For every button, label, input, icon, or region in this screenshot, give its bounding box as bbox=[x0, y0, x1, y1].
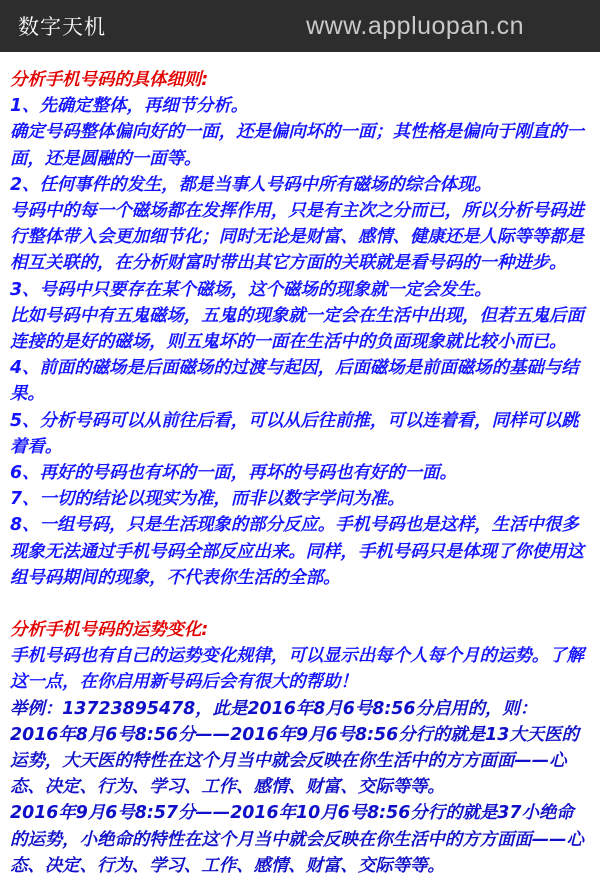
rule-item: 5、分析号码可以从前往后看，可以从后往前推，可以连着看，同样可以跳着看。 bbox=[10, 410, 579, 457]
rule-item: 确定号码整体偏向好的一面，还是偏向坏的一面；其性格是偏向于刚直的一面，还是圆融的一面等。 bbox=[10, 122, 584, 169]
rule-item: 号码中的每一个磁场都在发挥作用，只是有主次之分而已，所以分析号码进行整体带入会更加细节化；同时无论是财富、感情、健康还是人际等等都是相互关联的，在分析财富时带出其它方面的关联就是看号码的一种进步。 bbox=[10, 201, 584, 274]
section-heading: 分析手机号码的运势变化: bbox=[10, 620, 209, 641]
section-heading: 分析手机号码的具体细则: bbox=[10, 70, 209, 90]
rule-item: 2、任何事件的发生，都是当事人号码中所有磁场的综合体现。 bbox=[10, 174, 492, 195]
app-title: 数字天机 bbox=[18, 15, 106, 39]
rule-item: 1、先确定整体，再细节分析。 bbox=[10, 96, 249, 117]
fortune-example: 举例：13723895478，此是2016年8月6号8:56分启用的，则： bbox=[10, 698, 538, 719]
article-content bbox=[0, 52, 600, 885]
rule-item: 8、一组号码，只是生活现象的部分反应。手机号码也是这样，生活中很多现象无法通过手机号码全部反应出来。同样，手机号码只是体现了你使用这组号码期间的现象，不代表你生活的全部。 bbox=[10, 515, 584, 588]
rule-item: 3、号码中只要存在某个磁场，这个磁场的现象就一定会发生。 bbox=[10, 279, 492, 300]
section-spacer bbox=[10, 591, 590, 617]
app-bar bbox=[0, 0, 600, 52]
fortune-period: 2016年9月6号8:57分——2016年10月6号8:56分行的就是37小绝命的运势，小绝命的特性在这个月当中就会反映在你生活中的方方面面——心态、决定、行为、学习、工作、感情、财富、交际等等。 bbox=[10, 803, 584, 876]
rule-item: 比如号码中有五鬼磁场，五鬼的现象就一定会在生活中出现，但若五鬼后面连接的是好的磁场，则五鬼坏的一面在生活中的负面现象就比较小而已。 bbox=[10, 305, 584, 353]
fortune-period: 2016年8月6号8:56分——2016年9月6号8:56分行的就是13大天医的运势，大天医的特性在这个月当中就会反映在你生活中的方方面面——心态、决定、行为、学习、工作、感情、财富、交际等等。 bbox=[10, 724, 579, 798]
rule-item: 6、再好的号码也有坏的一面，再坏的号码也有好的一面。 bbox=[10, 463, 457, 484]
rule-item: 4、前面的磁场是后面磁场的过渡与起因，后面磁场是前面磁场的基础与结果。 bbox=[10, 358, 579, 405]
fortune-intro: 手机号码也有自己的运势变化规律，可以显示出每个人每个月的运势。了解这一点，在你启用新号码后会有很大的帮助！ bbox=[10, 646, 584, 693]
rule-item: 7、一切的结论以现实为准，而非以数字学问为准。 bbox=[10, 489, 405, 510]
watermark: www.appluopan.cn bbox=[306, 11, 524, 40]
